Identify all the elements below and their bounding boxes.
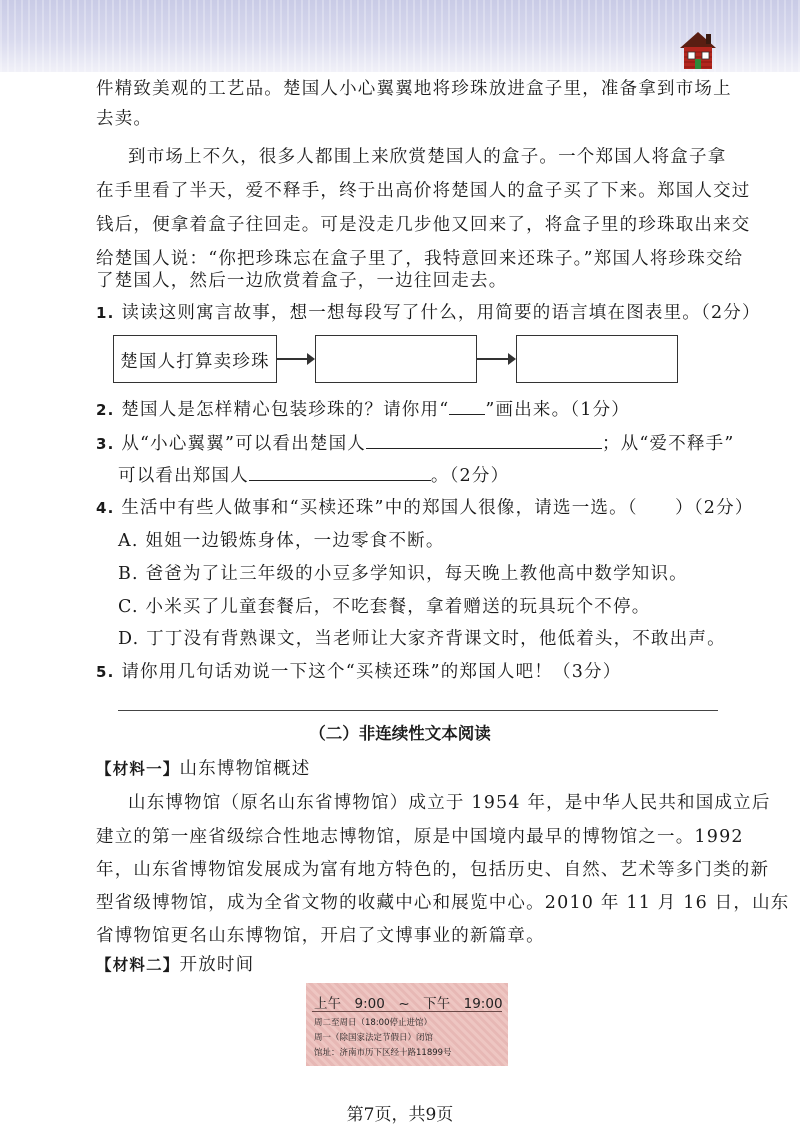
question-number: 1. [96, 304, 115, 322]
material-1-line: 年，山东省博物馆发展成为富有地方特色的，包括历史、自然、艺术等多门类的新 [96, 860, 770, 880]
material-1-line: 型省级博物馆，成为全省文物的收藏中心和展览中心。2010 年 11 月 16 日，山东 [96, 893, 790, 913]
material-2-heading: 【材料二】开放时间 [96, 955, 255, 975]
story-line: 给楚国人说：“你把珍珠忘在盒子里了，我特意回来还珠子。”郑国人将珍珠交给 [96, 249, 744, 269]
story-line: 钱后，便拿着盒子往回走。可是没走几步他又回来了，将盒子里的珍珠取出来交 [96, 215, 751, 235]
question-text: 读读这则寓言故事，想一想每段写了什么，用简要的语言填在图表里。（2分） [121, 303, 761, 323]
story-line: 在手里看了半天，爱不释手，终于出高价将楚国人的盒子买了下来。郑国人交过 [96, 181, 751, 201]
answer-blank[interactable] [449, 398, 485, 415]
option-b: B. 爸爸为了让三年级的小豆多学知识，每天晚上教他高中数学知识。 [118, 564, 688, 584]
story-line: 件精致美观的工艺品。楚国人小心翼翼地将珍珠放进盒子里，准备拿到市场上 [96, 79, 732, 99]
question-4: 4. 生活中有些人做事和“买椟还珠”中的郑国人很像，请选一选。（ ）（2分） [96, 498, 754, 518]
ticket-line: 馆址：济南市历下区经十路11899号 [314, 1048, 452, 1058]
question-2: 2. 楚国人是怎样精心包装珍珠的？请你用“ ”画出来。（1分） [96, 400, 630, 420]
option-a: A. 姐姐一边锻炼身体，一边零食不断。 [118, 531, 445, 551]
page-footer: 第7页，共9页 [346, 1105, 454, 1125]
section-title: （二）非连续性文本阅读 [309, 724, 491, 743]
material-1-line: 建立的第一座省级综合性地志博物馆，原是中国境内最早的博物馆之一。1992 [96, 827, 744, 847]
house-icon [676, 28, 720, 72]
diagram-box-1: 楚国人打算卖珍珠 [113, 335, 277, 383]
section-divider [118, 710, 718, 711]
ticket-line: 周二至周日（18:00停止进馆） [314, 1018, 432, 1028]
opening-hours-ticket [306, 983, 508, 1066]
story-line: 到市场上不久，很多人都围上来欣赏楚国人的盒子。一个郑国人将盒子拿 [128, 147, 727, 167]
question-1 [96, 302, 761, 324]
diagram-box-3[interactable] [516, 335, 678, 383]
question-5: 5. 请你用几句话劝说一下这个“买椟还珠”的郑国人吧！（3分） [96, 662, 622, 682]
story-line: 去卖。 [96, 109, 153, 129]
arrow-icon [477, 358, 514, 360]
option-c: C. 小米买了儿童套餐后，不吃套餐，拿着赠送的玩具玩个不停。 [118, 597, 651, 617]
answer-blank[interactable] [366, 432, 602, 449]
material-1-line: 山东博物馆（原名山东省博物馆）成立于 1954 年，是中华人民共和国成立后 [128, 793, 771, 813]
arrow-icon [277, 358, 313, 360]
material-1-heading: 【材料一】山东博物馆概述 [96, 759, 311, 779]
question-3: 3. 从“小心翼翼”可以看出楚国人 ；从“爱不释手” [96, 434, 735, 454]
option-d: D. 丁丁没有背熟课文，当老师让大家齐背课文时，他低着头，不敢出声。 [118, 629, 726, 649]
material-1-line: 省博物馆更名山东博物馆，开启了文博事业的新篇章。 [96, 926, 545, 946]
ticket-hours: 上午 9:00 ~ 下午 19:00 [314, 996, 503, 1012]
story-line: 了楚国人，然后一边欣赏着盒子，一边往回走去。 [96, 271, 508, 291]
question-3-cont: 可以看出郑国人 。（2分） [118, 466, 510, 486]
diagram-box-2[interactable] [315, 335, 477, 383]
answer-blank[interactable] [249, 464, 431, 481]
ticket-line: 周一（除国家法定节假日）闭馆 [314, 1033, 434, 1043]
ticket-rule [312, 1011, 502, 1012]
